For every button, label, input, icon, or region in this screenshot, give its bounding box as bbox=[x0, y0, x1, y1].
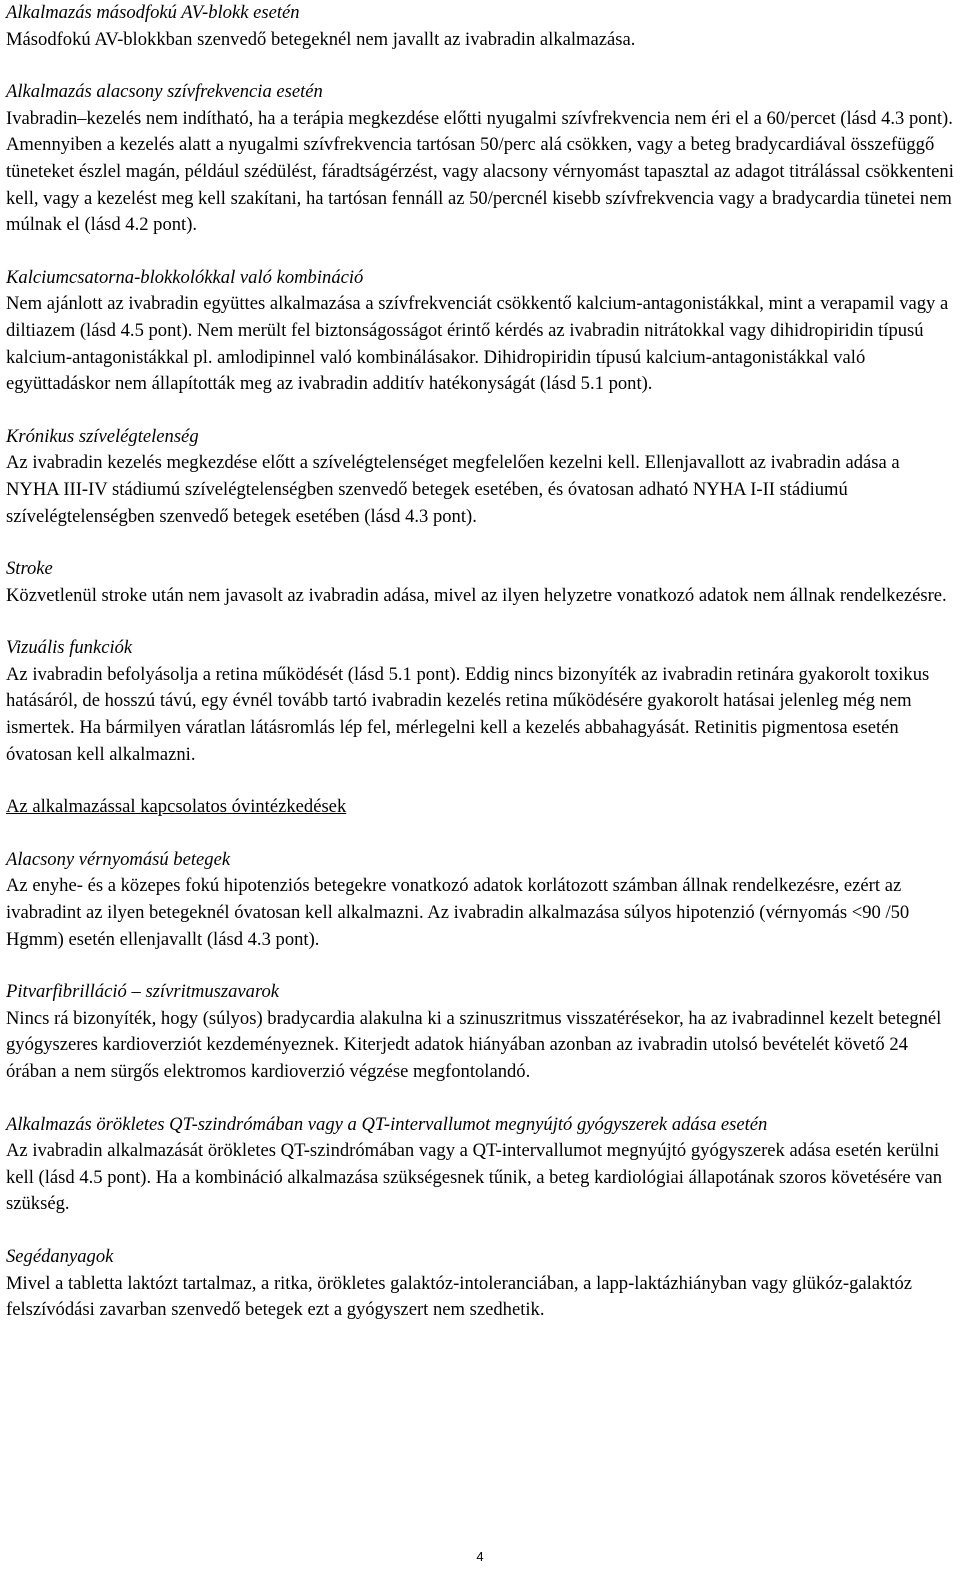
section-heading: Kalciumcsatorna-blokkolókkal való kombináció bbox=[6, 266, 364, 288]
paragraph: Közvetlenül stroke után nem javasolt az ivabradin adása, mivel az ilyen helyzetre vonatkozó adatok nem állnak rendelkezésre. bbox=[6, 584, 947, 606]
page-number: 4 bbox=[476, 1549, 484, 1564]
section-atrial-fibrillation bbox=[6, 979, 956, 1085]
section-calcium-channel-blockers bbox=[6, 265, 956, 398]
section-heading: Alkalmazás alacsony szívfrekvencia esetén bbox=[6, 81, 323, 103]
section-heading: Alkalmazás örökletes QT-szindrómában vagy a QT-intervallumot megnyújtó gyógyszerek adása esetén bbox=[6, 1113, 768, 1135]
paragraph: Nincs rá bizonyíték, hogy (súlyos) bradycardia alakulna ki a szinuszritmus visszatérésekor, ha az ivabradinnel kezelt betegnél gyógyszeres kardioverziót kezdeményeznek. Kiterjedt adatok hiányában azonban az ivabradin utolsó bevételét követő 24 órában a nem sürgős elektromos kardioverzió végzése megfontolandó. bbox=[6, 1007, 942, 1082]
precautions-title: Az alkalmazással kapcsolatos óvintézkedések bbox=[6, 796, 347, 818]
paragraph: Az ivabradin befolyásolja a retina működését (lásd 5.1 pont). Eddig nincs bizonyíték az ivabradin retinára gyakorolt toxikus hatásáról, de hosszú távú, egy évnél tovább tartó ivabradin kezelés retina működésére gyakorolt hatásai jelenleg még nem ismertek. Ha bármilyen váratlan látásromlás lép fel, mérlegelni kell a kezelés abbahagyását. Retinitis pigmentosa esetén óvatosan kell alkalmazni. bbox=[6, 663, 930, 765]
section-heading: Krónikus szívelégtelenség bbox=[6, 425, 199, 447]
paragraph: Ivabradin–kezelés nem indítható, ha a terápia megkezdése előtti nyugalmi szívfrekvencia nem éri el a 60/percet (lásd 4.3 pont). bbox=[6, 107, 953, 129]
section-av-block bbox=[6, 0, 956, 53]
section-excipients bbox=[6, 1244, 956, 1324]
document-page bbox=[6, 0, 956, 1324]
section-low-heart-rate bbox=[6, 79, 956, 239]
paragraph: Az enyhe- és a közepes fokú hipotenziós betegekre vonatkozó adatok korlátozott számban állnak rendelkezésre, ezért az ivabradint az ilyen betegeknél óvatosan kell alkalmazni. Az ivabradin alkalmazása súlyos hipotenzió (vérnyomás <90 /50 Hgmm) esetén ellenjavallt (lásd 4.3 pont). bbox=[6, 875, 910, 950]
section-low-blood-pressure bbox=[6, 847, 956, 953]
section-vision bbox=[6, 635, 956, 768]
section-stroke bbox=[6, 556, 956, 609]
section-heading: Pitvarfibrilláció – szívritmuszavarok bbox=[6, 981, 280, 1003]
paragraph: Másodfokú AV-blokkban szenvedő betegeknél nem javallt az ivabradin alkalmazása. bbox=[6, 28, 636, 50]
paragraph: Mivel a tabletta laktózt tartalmaz, a ritka, örökletes galaktóz-intoleranciában, a lapp-laktázhiányban vagy glükóz-galaktóz felszívódási zavarban szenvedő betegek ezt a gyógyszert nem szedhetik. bbox=[6, 1272, 913, 1321]
section-qt-syndrome bbox=[6, 1112, 956, 1218]
section-heading: Segédanyagok bbox=[6, 1245, 114, 1267]
paragraph: Nem ajánlott az ivabradin együttes alkalmazása a szívfrekvenciát csökkentő kalcium-antagonistákkal, mint a verapamil vagy a diltiazem (lásd 4.5 pont). Nem merült fel biztonságosságot érintő kérdés az ivabradin nitrátokkal vagy dihidropiridin típusú kalcium-antagonistákkal pl. amlodipinnel való kombinálásakor. Dihidropiridin típusú kalcium-antagonistákkal való együttadáskor nem állapították meg az ivabradin additív hatékonyságát (lásd 5.1 pont). bbox=[6, 293, 949, 395]
paragraph: Az ivabradin kezelés megkezdése előtt a szívelégtelenséget megfelelően kezelni kell. Ellenjavallott az ivabradin adása a NYHA III-IV stádiumú szívelégtelenségben szenvedő betegek esetében, és óvatosan adható NYHA I-II stádiumú szívelégtelenségben szenvedő betegek esetében (lásd 4.3 pont). bbox=[6, 452, 900, 527]
section-heading: Vizuális funkciók bbox=[6, 637, 133, 659]
section-heading: Alacsony vérnyomású betegek bbox=[6, 848, 231, 870]
paragraph: Amennyiben a kezelés alatt a nyugalmi szívfrekvencia tartósan 50/perc alá csökken, vagy a beteg bradycardiával összefüggő tüneteket észlel magán, például szédülést, fáradtságérzést, vagy alacsony vérnyomást tapasztal az adagot titrálással csökkenteni kell, vagy a kezelést meg kell szakítani, ha tartósan fennáll az 50/percnél kisebb szívfrekvencia vagy a bradycardia tünetei nem múlnak el (lásd 4.2 pont). bbox=[6, 134, 954, 236]
paragraph: Az ivabradin alkalmazását örökletes QT-szindrómában vagy a QT-intervallumot megnyújtó gyógyszerek adása esetén kerülni kell (lásd 4.5 pont). Ha a kombináció alkalmazása szükségesnek tűnik, a beteg kardiológiai állapotának szoros követésére van szükség. bbox=[6, 1140, 943, 1215]
section-heading: Stroke bbox=[6, 558, 53, 580]
section-heading: Alkalmazás másodfokú AV-blokk esetén bbox=[6, 2, 300, 23]
section-heart-failure bbox=[6, 424, 956, 530]
